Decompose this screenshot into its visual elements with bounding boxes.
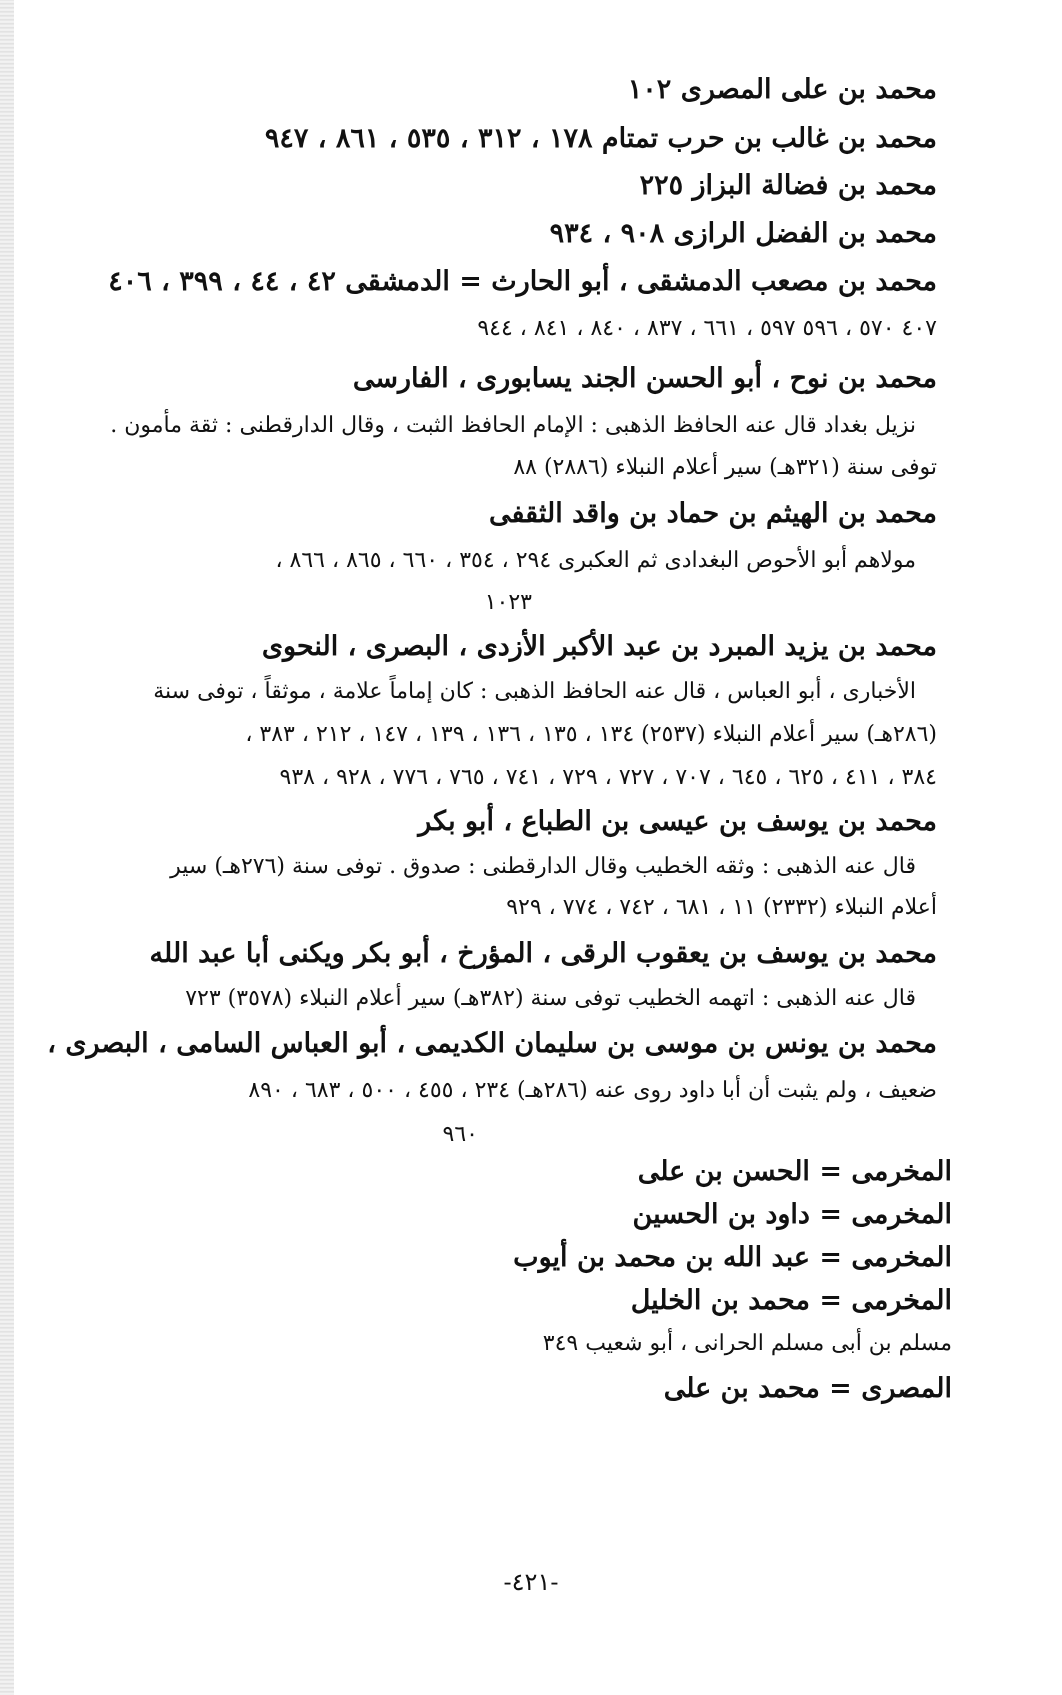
entry-line: محمد بن يوسف بن يعقوب الرقى ، المؤرخ ، أبو بكر ويكنى أبا عبد الله	[149, 938, 937, 969]
cross-reference-line: المخرمى = عبد الله بن محمد بن أيوب	[513, 1242, 952, 1273]
page-number: -٤٢١-	[503, 1568, 559, 1596]
note-line: (٢٨٦هـ) سير أعلام النبلاء (٢٥٣٧) ١٣٤ ، ١٣٥ ، ١٣٦ ، ١٣٩ ، ١٤٧ ، ٢١٢ ، ٣٨٣ ،	[245, 722, 937, 747]
entry-line: محمد بن الهيثم بن حماد بن واقد الثقفى	[489, 498, 937, 529]
entry-line: محمد بن يزيد المبرد بن عبد الأكبر الأزدى ، البصرى ، النحوى	[261, 631, 937, 662]
note-line: ضعيف ، ولم يثبت أن أبا داود روى عنه (٢٨٦هـ) ٢٣٤ ، ٤٥٥ ، ٥٠٠ ، ٦٨٣ ، ٨٩٠	[248, 1078, 937, 1103]
entry-line: محمد بن نوح ، أبو الحسن الجند يسابورى ، الفارسى	[352, 363, 937, 394]
cross-reference-line: المخرمى = داود بن الحسين	[632, 1199, 952, 1230]
note-line: مولاهم أبو الأحوص البغدادى ثم العكبرى ٢٩٤ ، ٣٥٤ ، ٦٦٠ ، ٨٦٥ ، ٨٦٦ ،	[275, 548, 916, 573]
reference-line: ٤٠٧ ٥٧٠ ، ٥٩٦ ٥٩٧ ، ٦٦١ ، ٨٣٧ ، ٨٤٠ ، ٨٤١ ، ٩٤٤	[477, 316, 937, 341]
scan-edge	[0, 0, 14, 1695]
cross-reference-line: المصرى = محمد بن على	[663, 1373, 952, 1404]
note-line: الأخبارى ، أبو العباس ، قال عنه الحافظ الذهبى : كان إماماً علامة ، موثقاً ، توفى سنة	[153, 679, 916, 704]
entry-line: محمد بن الفضل الرازى ٩٠٨ ، ٩٣٤	[549, 218, 937, 249]
reference-line: ٩٦٠	[442, 1122, 478, 1147]
note-line: أعلام النبلاء (٢٣٣٢) ١١ ، ٦٨١ ، ٧٤٢ ، ٧٧٤ ، ٩٢٩	[506, 895, 937, 920]
entry-line: محمد بن يوسف بن عيسى بن الطباع ، أبو بكر	[418, 806, 937, 837]
cross-reference-line: المخرمى = الحسن بن على	[637, 1156, 952, 1187]
entry-line: محمد بن فضالة البزاز ٢٢٥	[639, 170, 937, 201]
note-line: توفى سنة (٣٢١هـ) سير أعلام النبلاء (٢٨٨٦) ٨٨	[513, 455, 937, 480]
note-line: نزيل بغداد قال عنه الحافظ الذهبى : الإمام الحافظ الثبت ، وقال الدارقطنى : ثقة مأمون .	[110, 413, 916, 438]
entry-line: مسلم بن أبى مسلم الحرانى ، أبو شعيب ٣٤٩	[542, 1331, 952, 1356]
entry-line: محمد بن يونس بن موسى بن سليمان الكديمى ، أبو العباس السامى ، البصرى ،	[47, 1028, 937, 1059]
entry-line: محمد بن على المصرى ١٠٢	[627, 74, 937, 105]
reference-line: ٣٨٤ ، ٤١١ ، ٦٢٥ ، ٦٤٥ ، ٧٠٧ ، ٧٢٧ ، ٧٢٩ ، ٧٤١ ، ٧٦٥ ، ٧٧٦ ، ٩٢٨ ، ٩٣٨	[279, 765, 937, 790]
entry-line: محمد بن مصعب الدمشقى ، أبو الحارث = الدمشقى ٤٢ ، ٤٤ ، ٣٩٩ ، ٤٠٦	[108, 266, 937, 297]
note-line: قال عنه الذهبى : اتهمه الخطيب توفى سنة (٣٨٢هـ) سير أعلام النبلاء (٣٥٧٨) ٧٢٣	[185, 986, 916, 1011]
reference-line: ١٠٢٣	[484, 590, 532, 615]
note-line: قال عنه الذهبى : وثقه الخطيب وقال الدارقطنى : صدوق . توفى سنة (٢٧٦هـ) سير	[170, 854, 916, 879]
cross-reference-line: المخرمى = محمد بن الخليل	[630, 1285, 952, 1316]
entry-line: محمد بن غالب بن حرب تمتام ١٧٨ ، ٣١٢ ، ٥٣٥ ، ٨٦١ ، ٩٤٧	[264, 123, 937, 154]
